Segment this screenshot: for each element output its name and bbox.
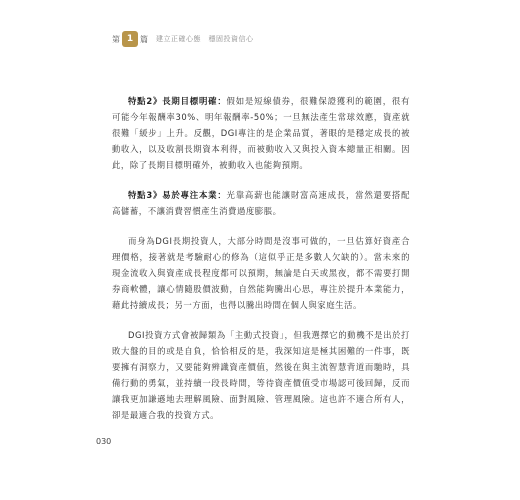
paragraph [112, 233, 410, 313]
chapter-number: 1 [122, 31, 138, 47]
paragraph-text: 光靠高薪也能讓財富高速成長，當然還要搭配高儲蓄，不讓消費習慣產生消費過度膨脹。 [112, 190, 410, 216]
page-number: 030 [96, 437, 112, 446]
paragraph-text: DGI投資方式會被歸類為「主動式投資」，但我選擇它的動機不是出於打敗大盤的目的或是自負，恰恰相反的是，我深知這是極其困難的一件事，既要擁有洞察力，又要能夠辨識資產價值，然後在與主流智慧背道而馳時，具備行動的勇氣，並持續一段長時間，等待資產價值受市場認可後回歸，反而讓我更加謙遜地去理解風險、面對風險、管理風險。這也許不適合所有人，卻是最適合我的投資方式。 [112, 330, 410, 420]
paragraph [112, 327, 410, 423]
chapter-suffix: 篇 [140, 34, 148, 44]
paragraph-text: 假如是短線債券，很難保證獲利的範圍，很有可能今年報酬率30%、明年報酬率-50%；一旦無法產生常球效應，資產就很難「緩步」上升。反觀，DGI專注的是企業品質，著眼的是穩定成長的被動收入，以及收割長期資本利得，而被動收入又與投入資本總量正相關。因此，除了長期目標明確外，被動收入也能夠預期。 [112, 96, 410, 170]
body-text [112, 93, 410, 437]
paragraph [112, 187, 410, 219]
header-title: 建立正確心態 穩固投資信心 [156, 35, 254, 43]
chapter-prefix: 第 [112, 34, 120, 44]
running-header [112, 30, 254, 48]
paragraph [112, 93, 410, 173]
paragraph-lead: 特點3》易於專注本業： [128, 190, 227, 200]
paragraph-text: 而身為DGI長期投資人，大部分時間是沒事可做的，一旦估算好資產合理價格，接著就是考驗耐心的修為（這似乎正是多數人欠缺的）。當未來的現金流收入與資產成長程度都可以預期，無論是白天或黑夜，都不需要打開券商軟體，讓心情隨股價波動，自然能夠騰出心思，專注於提升本業能力，藉此持續成長；另一方面，也得以騰出時間在個人與家庭生活。 [112, 236, 410, 310]
paragraph-lead: 特點2》長期目標明確： [128, 96, 227, 106]
chapter-badge [112, 31, 148, 47]
